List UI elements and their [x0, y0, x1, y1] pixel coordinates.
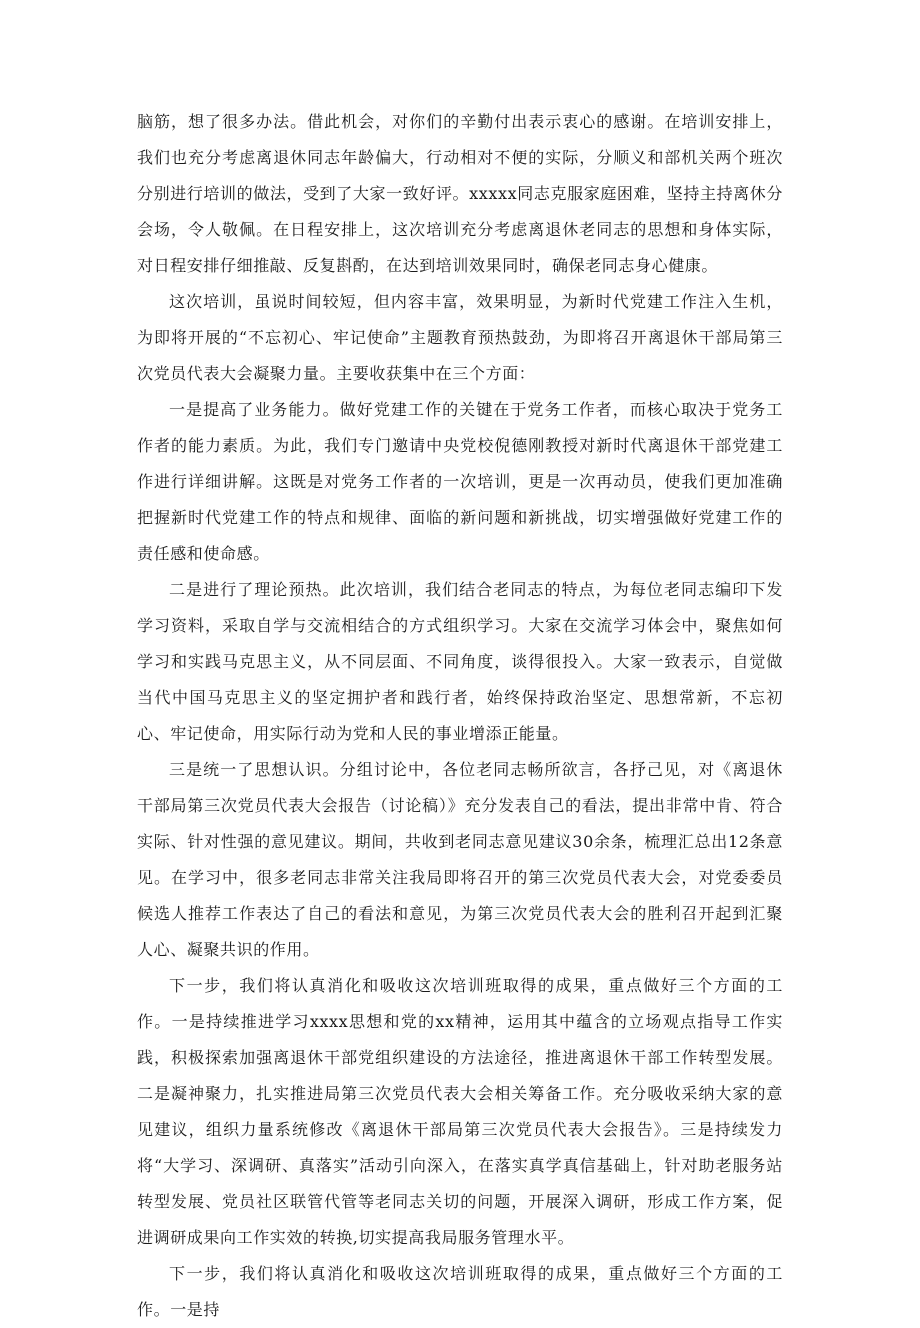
paragraph-4: 二是进行了理论预热。此次培训，我们结合老同志的特点，为每位老同志编印下发学习资料，采取自学与交流相结合的方式组织学习。大家在交流学习体会中，聚焦如何学习和实践马克思主义，从不同层面、不同角度，谈得很投入。大家一致表示，自觉做当代中国马克思主义的坚定拥护者和践行者，始终保持政治坚定、思想常新，不忘初心、牢记使命，用实际行动为党和人民的事业增添正能量。 [137, 580, 783, 743]
document-page [137, 104, 783, 1328]
paragraph-6: 下一步，我们将认真消化和吸收这次培训班取得的成果，重点做好三个方面的工作。一是持续推进学习xxxx思想和党的xx精神，运用其中蕴含的立场观点指导工作实践，积极探索加强离退休干部党组织建设的方法途径，推进离退休干部工作转型发展。二是凝神聚力，扎实推进局第三次党员代表大会相关筹备工作。充分吸收采纳大家的意见建议，组织力量系统修改《离退休干部局第三次党员代表大会报告》。三是持续发力将“大学习、深调研、真落实”活动引向深入，在落实真学真信基础上，针对助老服务站转型发展、党员社区联管代管等老同志关切的问题，开展深入调研，形成工作方案，促进调研成果向工作实效的转换,切实提高我局服务管理水平。 [137, 976, 783, 1247]
paragraph-7: 下一步，我们将认真消化和吸收这次培训班取得的成果，重点做好三个方面的工作。一是持 [137, 1264, 783, 1319]
paragraph-5: 三是统一了思想认识。分组讨论中，各位老同志畅所欲言，各抒己见，对《离退休干部局第三次党员代表大会报告（讨论稿）》充分发表自己的看法，提出非常中肯、符合实际、针对性强的意见建议。期间，共收到老同志意见建议30余条，梳理汇总出12条意见。在学习中，很多老同志非常关注我局即将召开的第三次党员代表大会，对党委委员候选人推荐工作表达了自己的看法和意见，为第三次党员代表大会的胜利召开起到汇聚人心、凝聚共识的作用。 [137, 760, 783, 959]
paragraph-1: 脑筋，想了很多办法。借此机会，对你们的辛勤付出表示衷心的感谢。在培训安排上，我们也充分考虑离退休同志年龄偏大，行动相对不便的实际，分顺义和部机关两个班次分别进行培训的做法，受到了大家一致好评。xxxxx同志克服家庭困难，坚持主持离休分会场，令人敬佩。在日程安排上，这次培训充分考虑离退休老同志的思想和身体实际，对日程安排仔细推敲、反复斟酌，在达到培训效果同时，确保老同志身心健康。 [137, 112, 783, 275]
paragraph-2: 这次培训，虽说时间较短，但内容丰富，效果明显，为新时代党建工作注入生机，为即将开展的“不忘初心、牢记使命”主题教育预热鼓劲，为即将召开离退休干部局第三次党员代表大会凝聚力量。主要收获集中在三个方面： [137, 292, 783, 383]
paragraph-3: 一是提高了业务能力。做好党建工作的关键在于党务工作者，而核心取决于党务工作者的能力素质。为此，我们专门邀请中央党校倪德刚教授对新时代离退休干部党建工作进行详细讲解。这既是对党务工作者的一次培训，更是一次再动员，使我们更加准确把握新时代党建工作的特点和规律、面临的新问题和新挑战，切实增强做好党建工作的责任感和使命感。 [137, 400, 783, 563]
